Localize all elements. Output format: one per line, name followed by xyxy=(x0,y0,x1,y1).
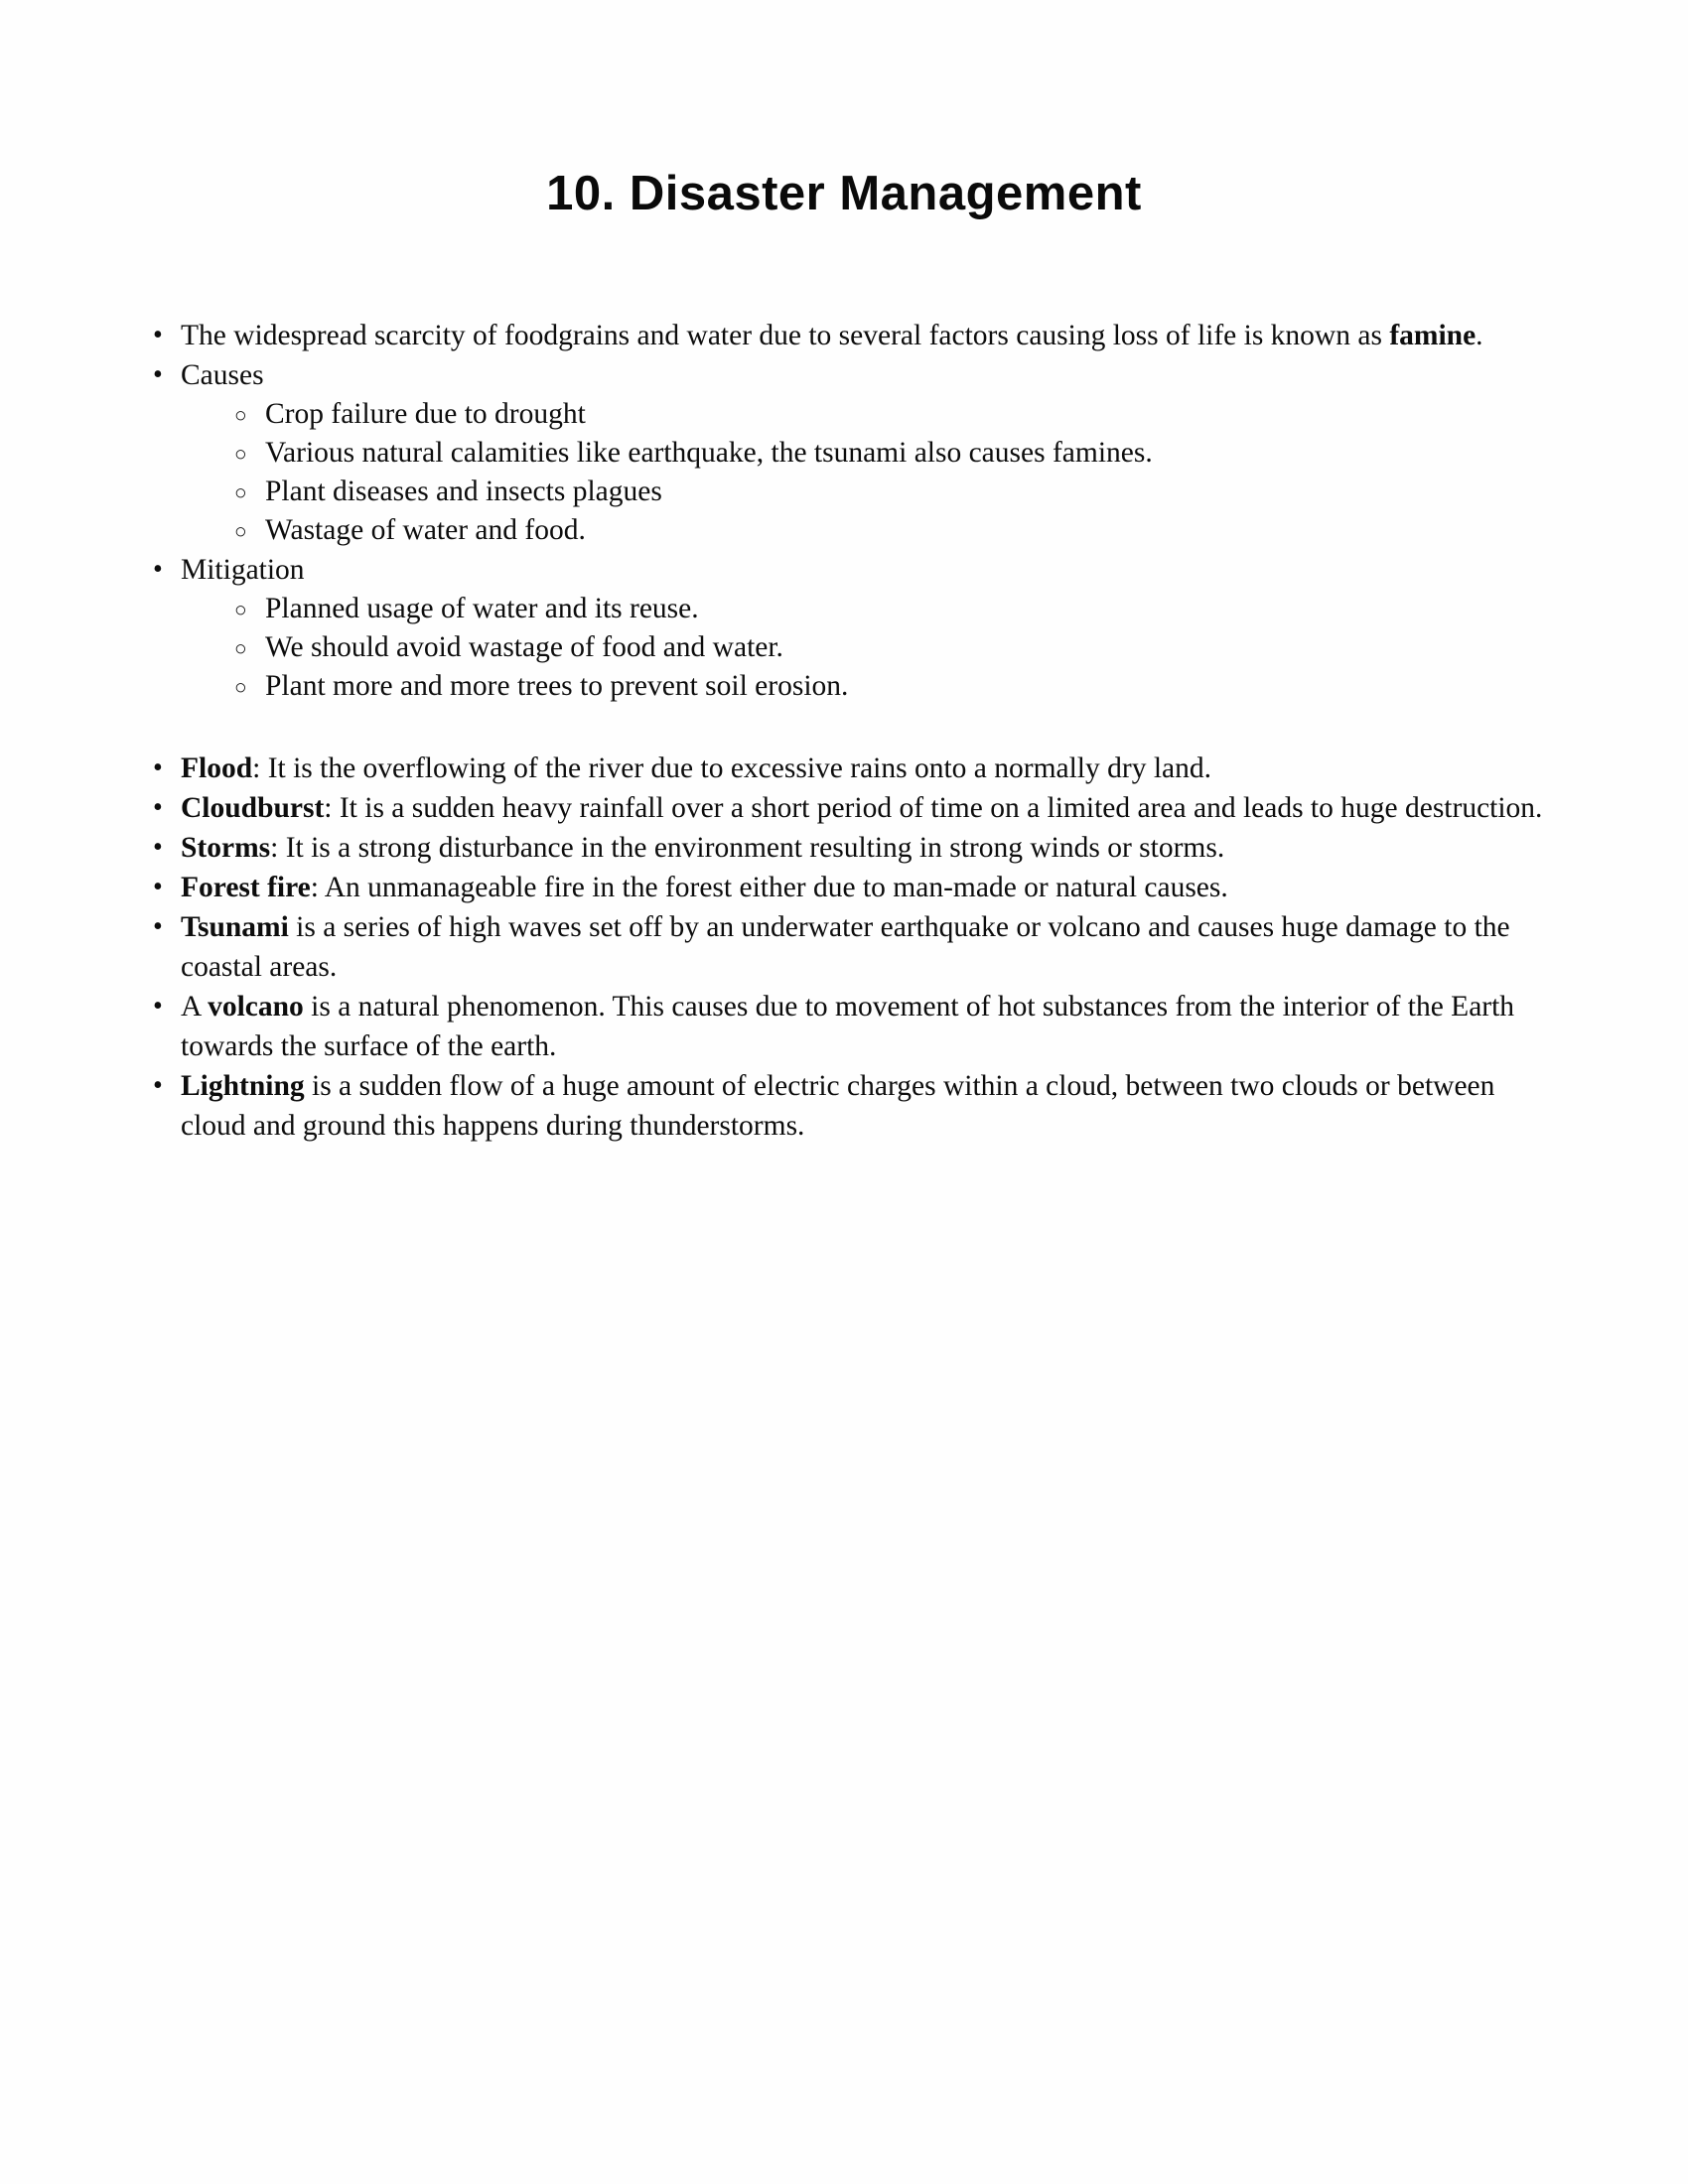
volcano-text: is a natural phenomenon. This causes due to movement of hot substances from the interior of the Earth towards the surface of the earth. xyxy=(181,991,1515,1062)
group-spacer xyxy=(145,706,1555,749)
bullet-disc-icon: • xyxy=(153,872,163,902)
mitigation-plant-trees-text: Plant more and more trees to prevent soil erosion. xyxy=(265,670,849,702)
cloudburst-term: Cloudburst xyxy=(181,792,325,824)
cause-wastage-text: Wastage of water and food. xyxy=(265,514,586,546)
list-item xyxy=(232,434,1555,473)
list-item xyxy=(232,473,1555,511)
list-item xyxy=(145,550,1555,706)
list-item xyxy=(232,590,1555,628)
bullet-disc-icon: • xyxy=(153,911,163,942)
bullet-circle-icon: ○ xyxy=(234,442,247,466)
document-body xyxy=(145,316,1555,1146)
tsunami-text: is a series of high waves set off by an underwater earthquake or volcano and causes huge damage to the coastal areas. xyxy=(181,911,1510,983)
bullet-circle-icon: ○ xyxy=(234,598,247,621)
list-item xyxy=(232,628,1555,667)
cloudburst-text: : It is a sudden heavy rainfall over a short period of time on a limited area and leads to huge destruction. xyxy=(324,792,1543,824)
bullet-circle-icon: ○ xyxy=(234,636,247,660)
cause-crop-failure-text: Crop failure due to drought xyxy=(265,398,586,430)
list-item xyxy=(145,907,1555,987)
flood-text: : It is the overflowing of the river due to excessive rains onto a normally dry land. xyxy=(252,752,1211,784)
list-item xyxy=(145,749,1555,788)
causes-sublist xyxy=(181,395,1555,550)
cause-natural-calamities-text: Various natural calamities like earthquake, the tsunami also causes famines. xyxy=(265,437,1153,469)
volcano-term: volcano xyxy=(208,991,304,1023)
mitigation-planned-usage-text: Planned usage of water and its reuse. xyxy=(265,593,699,624)
famine-group-list xyxy=(145,316,1555,706)
mitigation-heading-text: Mitigation xyxy=(181,554,305,586)
list-item xyxy=(145,316,1555,355)
list-item xyxy=(232,511,1555,550)
famine-definition-tail: . xyxy=(1476,320,1483,351)
bullet-disc-icon: • xyxy=(153,554,163,585)
famine-definition-term: famine xyxy=(1389,320,1477,351)
storms-text: : It is a strong disturbance in the environment resulting in strong winds or storms. xyxy=(270,832,1225,864)
volcano-prefix: A xyxy=(181,991,209,1023)
list-item xyxy=(232,395,1555,434)
bullet-circle-icon: ○ xyxy=(234,403,247,427)
mitigation-sublist xyxy=(181,590,1555,706)
forest-fire-text: : An unmanageable fire in the forest either due to man-made or natural causes. xyxy=(310,872,1228,903)
flood-term: Flood xyxy=(181,752,253,784)
list-item xyxy=(145,987,1555,1066)
mitigation-avoid-wastage-text: We should avoid wastage of food and water. xyxy=(265,631,783,663)
bullet-circle-icon: ○ xyxy=(234,675,247,699)
famine-definition-text: The widespread scarcity of foodgrains and water due to several factors causing loss of life is known as xyxy=(181,320,1390,351)
list-item xyxy=(232,667,1555,706)
list-item xyxy=(145,868,1555,907)
list-item xyxy=(145,828,1555,868)
disaster-types-list xyxy=(145,749,1555,1146)
tsunami-term: Tsunami xyxy=(181,911,289,943)
forest-fire-term: Forest fire xyxy=(181,872,311,903)
bullet-disc-icon: • xyxy=(153,991,163,1022)
lightning-term: Lightning xyxy=(181,1070,305,1102)
page-title: 10. Disaster Management xyxy=(546,166,1142,220)
causes-heading-text: Causes xyxy=(181,359,264,391)
bullet-disc-icon: • xyxy=(153,1070,163,1101)
bullet-disc-icon: • xyxy=(153,832,163,863)
storms-term: Storms xyxy=(181,832,271,864)
bullet-disc-icon: • xyxy=(153,320,163,350)
list-item xyxy=(145,355,1555,550)
bullet-circle-icon: ○ xyxy=(234,480,247,504)
cause-plant-diseases-text: Plant diseases and insects plagues xyxy=(265,476,662,507)
bullet-disc-icon: • xyxy=(153,752,163,783)
bullet-disc-icon: • xyxy=(153,792,163,823)
bullet-circle-icon: ○ xyxy=(234,519,247,543)
list-item xyxy=(145,788,1555,828)
bullet-disc-icon: • xyxy=(153,359,163,390)
list-item xyxy=(145,1066,1555,1146)
lightning-text: is a sudden flow of a huge amount of electric charges within a cloud, between two clouds or between cloud and ground this happens during thunderstorms. xyxy=(181,1070,1495,1142)
